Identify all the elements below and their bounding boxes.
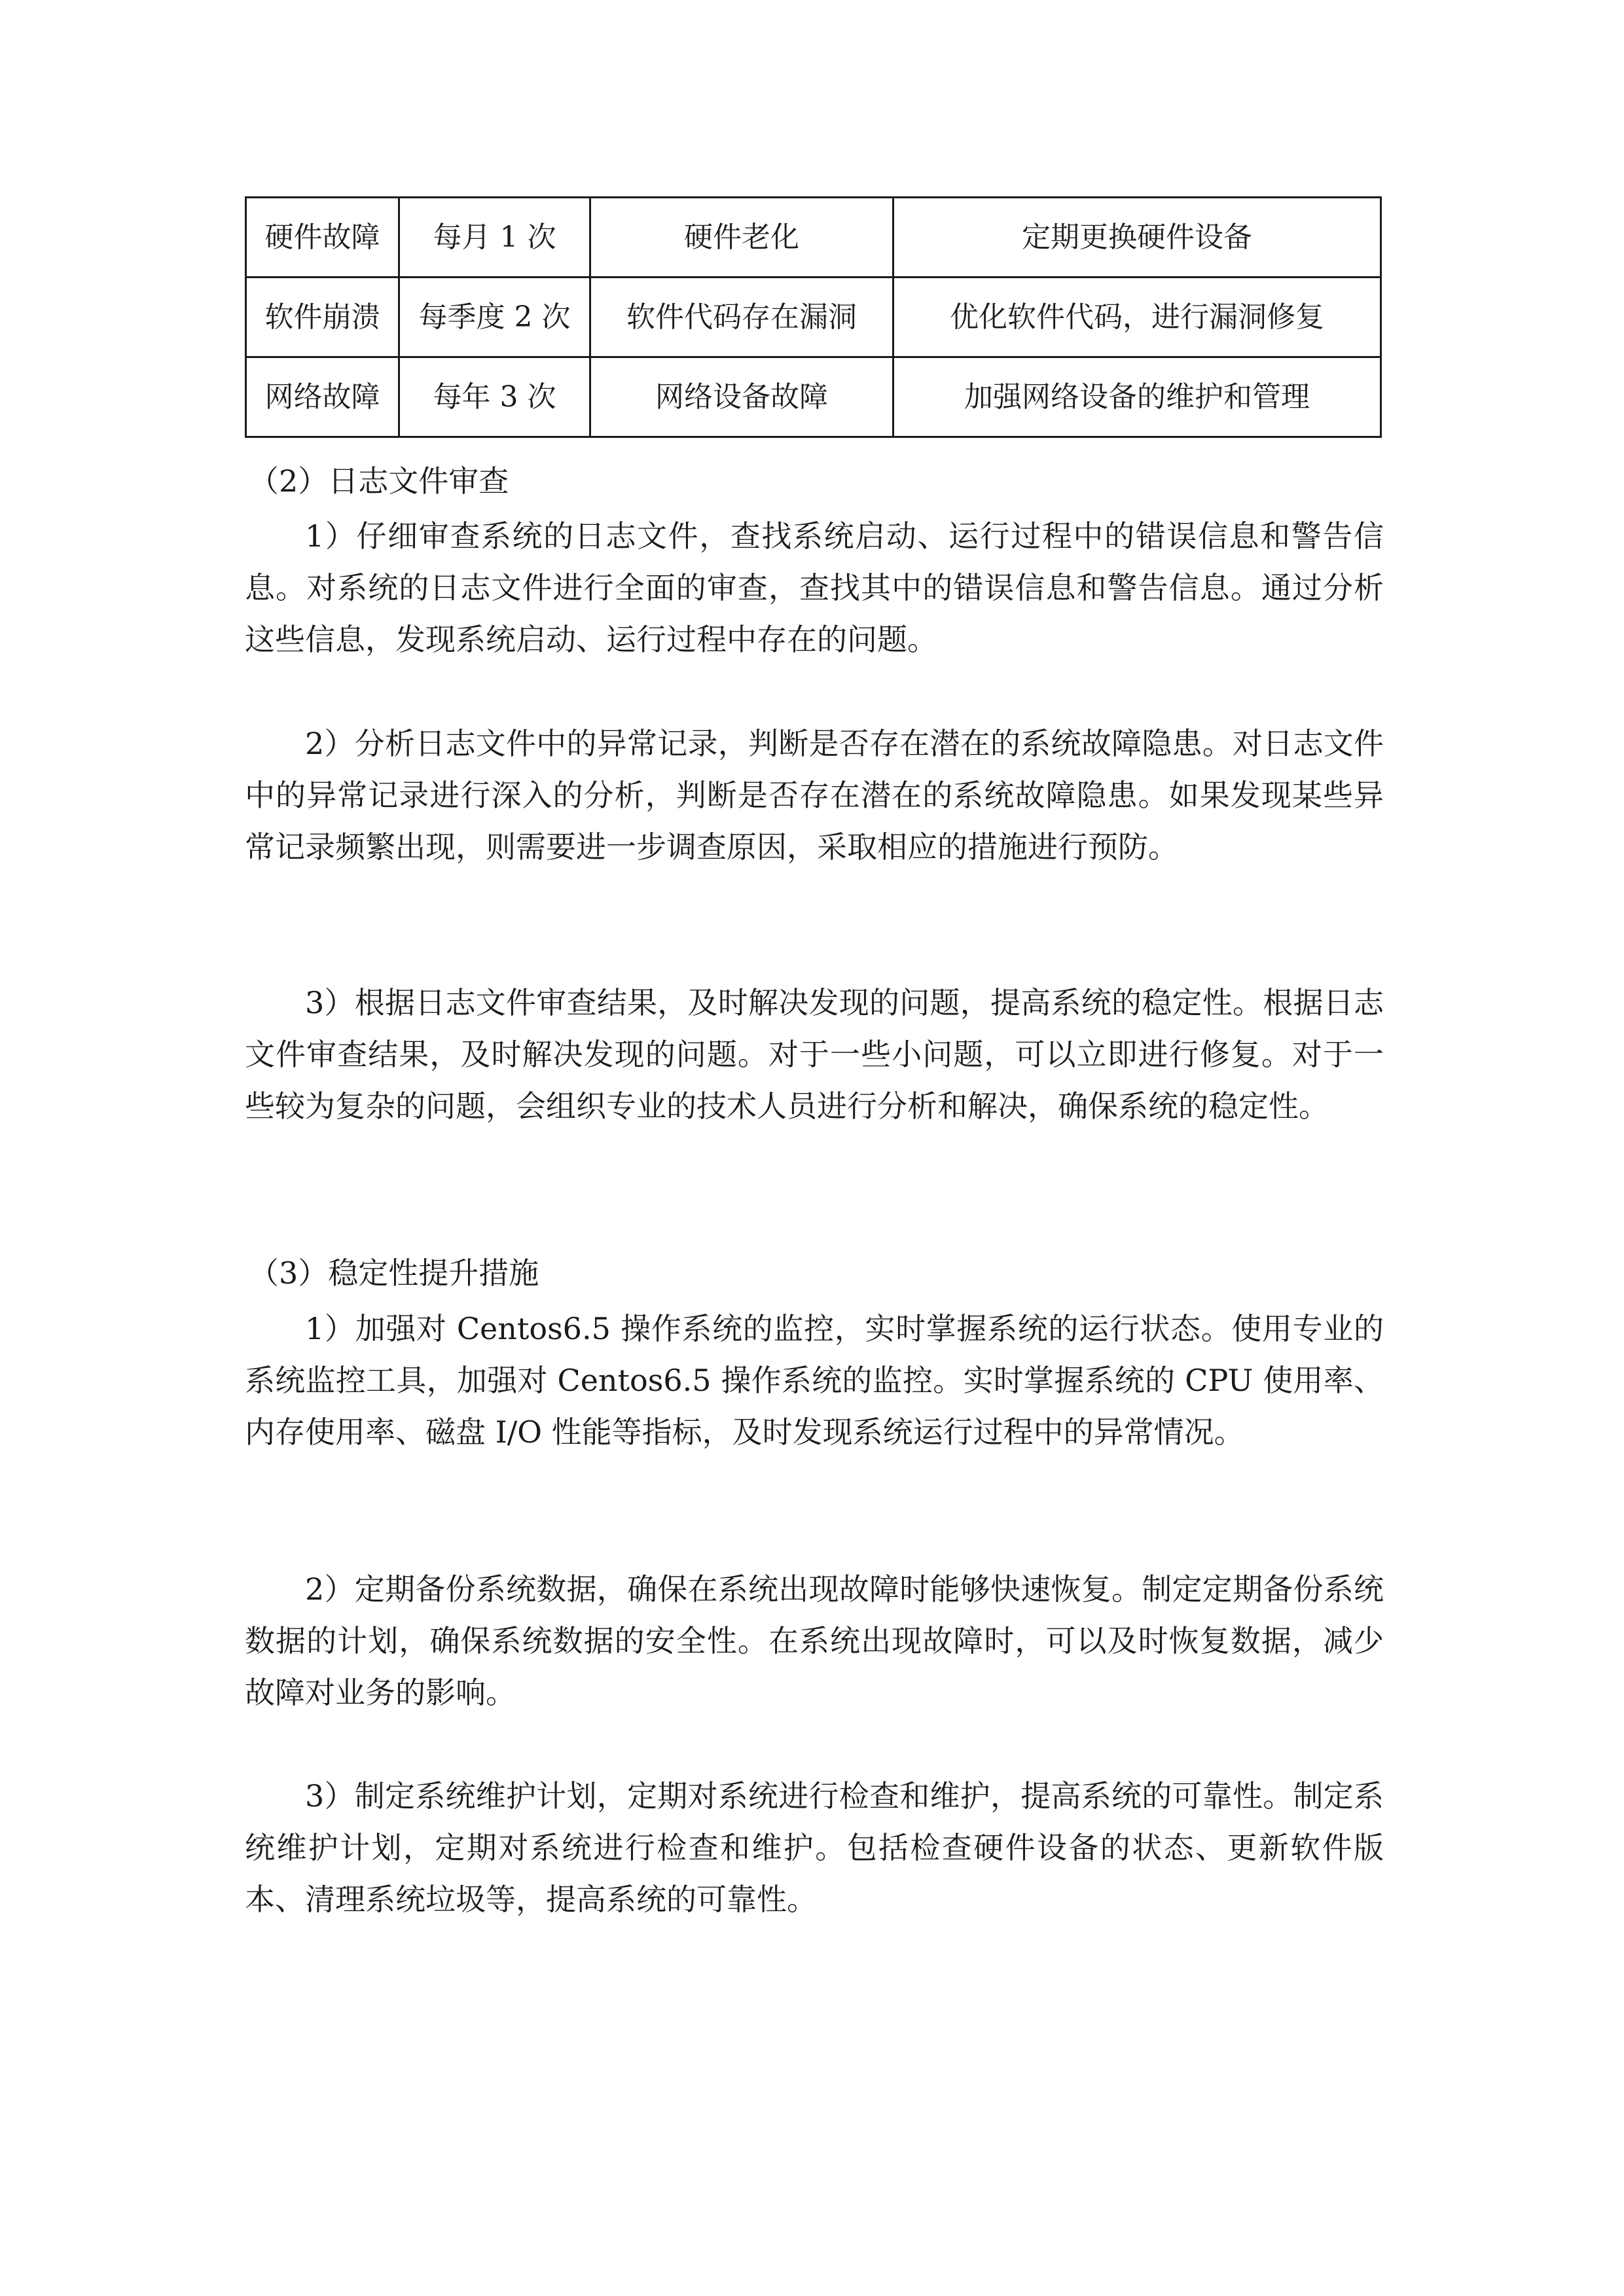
cause-cell: 网络设备故障 [590,357,893,437]
paragraph-text: 2）定期备份系统数据，确保在系统出现故障时能够快速恢复。制定定期备份系统数据的计划，确保系统数据的安全性。在系统出现故障时，可以及时恢复数据，减少故障对业务的影响。 [245,1571,1384,1710]
frequency-cell: 每季度 2 次 [399,278,590,357]
paragraph-text: 2）分析日志文件中的异常记录，判断是否存在潜在的系统故障隐患。对日志文件中的异常记录进行深入的分析，判断是否存在潜在的系统故障隐患。如果发现某些异常记录频繁出现，则需要进一步调查原因，采取相应的措施进行预防。 [245,726,1384,865]
measure-cell: 定期更换硬件设备 [893,198,1381,278]
fault-table [245,196,1382,438]
section-3-heading: （3）稳定性提升措施 [249,1255,539,1291]
fault-type-cell: 硬件故障 [246,198,399,278]
section-3-paragraph-2 [245,1564,1384,1719]
section-3-paragraph-3 [245,1770,1384,1926]
section-2-paragraph-2 [245,718,1384,873]
measure-cell: 加强网络设备的维护和管理 [893,357,1381,437]
cause-cell: 软件代码存在漏洞 [590,278,893,357]
table-row [246,278,1381,357]
paragraph-text: 3）根据日志文件审查结果，及时解决发现的问题，提高系统的稳定性。根据日志文件审查结果，及时解决发现的问题。对于一些小问题，可以立即进行修复。对于一些较为复杂的问题，会组织专业的技术人员进行分析和解决，确保系统的稳定性。 [245,985,1384,1124]
measure-cell: 优化软件代码，进行漏洞修复 [893,278,1381,357]
cause-cell: 硬件老化 [590,198,893,278]
table-row [246,357,1381,437]
paragraph-text: 1）加强对 Centos6.5 操作系统的监控，实时掌握系统的运行状态。使用专业的系统监控工具，加强对 Centos6.5 操作系统的监控。实时掌握系统的 CPU 使用率、内存使用率、磁盘 I/O 性能等指标，及时发现系统运行过程中的异常情况。 [245,1311,1384,1450]
fault-type-cell: 网络故障 [246,357,399,437]
section-2-paragraph-3 [245,977,1384,1132]
frequency-cell: 每月 1 次 [399,198,590,278]
section-3-paragraph-1 [245,1303,1384,1458]
paragraph-text: 3）制定系统维护计划，定期对系统进行检查和维护，提高系统的可靠性。制定系统维护计划，定期对系统进行检查和维护。包括检查硬件设备的状态、更新软件版本、清理系统垃圾等，提高系统的可靠性。 [245,1778,1384,1917]
table-row [246,198,1381,278]
paragraph-text: 1）仔细审查系统的日志文件，查找系统启动、运行过程中的错误信息和警告信息。对系统的日志文件进行全面的审查，查找其中的错误信息和警告信息。通过分析这些信息，发现系统启动、运行过程中存在的问题。 [245,518,1384,657]
section-2-paragraph-1 [245,511,1384,666]
frequency-cell: 每年 3 次 [399,357,590,437]
section-2-heading: （2）日志文件审查 [249,463,509,499]
fault-type-cell: 软件崩溃 [246,278,399,357]
